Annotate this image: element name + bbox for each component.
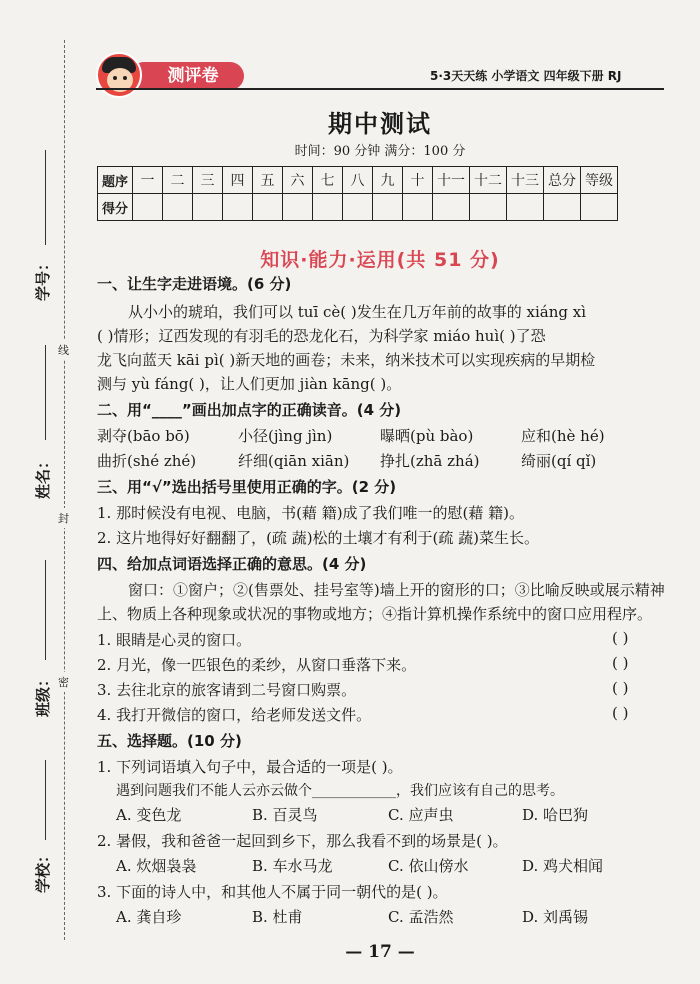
name-label: 姓名： [34,453,53,500]
score-cell: 总分 [544,167,581,194]
q4-item: 4. 我打开微信的窗口，给老师发送文件。 [97,706,372,724]
q2-item: 曝晒(pù bào) [380,427,474,445]
score-input-cell[interactable] [253,194,283,221]
score-input-cell[interactable] [133,194,163,221]
q4-item: 3. 去往北京的旅客请到二号窗口购票。 [97,681,357,699]
header-divider [96,88,664,90]
mascot-icon [96,52,142,98]
q5-option[interactable]: A. 龚自珍 [116,908,182,926]
q4-definition-1: 窗口：①窗户；②(售票处、挂号室等)墙上开的窗形的口；③比喻反映或展示精神 [128,581,665,599]
q5-option[interactable]: D. 哈巴狗 [522,806,589,824]
q1-line-3: 龙飞向蓝天 kāi pì( )新天地的画卷；未来，纳米技术可以实现疾病的早期检 [97,351,596,369]
answer-blank[interactable]: ( ) [612,654,629,672]
score-cell: 四 [223,167,253,194]
score-cell: 六 [283,167,313,194]
exam-meta: 时间：90 分钟 满分：100 分 [294,144,466,159]
q5-option[interactable]: C. 孟浩然 [388,908,454,926]
cut-line [64,40,65,940]
score-input-cell[interactable] [163,194,193,221]
score-input-cell[interactable] [343,194,373,221]
q2-item: 纤细(qiān xiān) [238,452,350,470]
test-badge-logo [96,52,248,98]
score-table-score-row [98,194,618,221]
q2-item: 剥夺(bāo bō) [97,427,190,445]
score-input-cell[interactable] [283,194,313,221]
score-cell: 题序 [98,167,133,194]
q2-item: 挣扎(zhā zhá) [380,452,480,470]
page-number: — 17 — [345,942,415,962]
q5-sentence: 遇到问题我们不能人云亦云做个____________，我们应该有自己的思考。 [116,783,564,799]
series-info: 5·3天天练 小学语文 四年级下册 RJ [430,69,622,83]
score-cell: 九 [373,167,403,194]
student-number-label: 学号： [34,255,53,302]
q5-option[interactable]: D. 刘禹锡 [522,908,589,926]
q5-stem: 2. 暑假，我和爸爸一起回到乡下，那么我看不到的场景是( )。 [97,832,508,850]
q1-line-2: ( )情形；辽西发现的有羽毛的恐龙化石，为科学家 miáo huì( )了恐 [97,327,546,345]
q5-title: 五、选择题。(10 分) [97,732,242,750]
q4-title: 四、给加点词语选择正确的意思。(4 分) [97,555,367,573]
q5-option[interactable]: C. 依山傍水 [388,857,469,875]
score-input-cell[interactable] [373,194,403,221]
q2-title: 二、用“____”画出加点字的正确读音。(4 分) [97,401,402,419]
class-label: 班级： [34,671,53,718]
score-row-label: 得分 [98,194,133,221]
q2-item: 曲折(shé zhé) [97,452,197,470]
score-input-cell[interactable] [544,194,581,221]
q2-item: 绮丽(qí qǐ) [521,452,597,470]
score-table [97,166,618,221]
score-input-cell[interactable] [433,194,470,221]
score-input-cell[interactable] [507,194,544,221]
q2-item: 应和(hè hé) [521,427,605,445]
score-cell: 十二 [470,167,507,194]
student-number-line [45,150,46,245]
score-cell: 七 [313,167,343,194]
score-cell: 十 [403,167,433,194]
score-cell: 等级 [581,167,618,194]
answer-blank[interactable]: ( ) [612,629,629,647]
q1-title: 一、让生字走进语境。(6 分) [97,275,292,293]
name-line [45,345,46,440]
q2-item: 小径(jìng jìn) [238,427,333,445]
score-cell: 五 [253,167,283,194]
score-table-header-row [98,167,618,194]
q5-option[interactable]: A. 炊烟袅袅 [116,857,197,875]
score-cell: 三 [193,167,223,194]
section-title: 知识·能力·运用(共 51 分) [260,249,500,271]
q4-item: 2. 月光，像一匹银色的柔纱，从窗口垂落下来。 [97,656,417,674]
score-input-cell[interactable] [313,194,343,221]
school-label: 学校： [34,847,53,894]
q5-stem: 3. 下面的诗人中，和其他人不属于同一朝代的是( )。 [97,883,448,901]
q1-line-4: 测与 yù fáng( )，让人们更加 jiàn kāng( )。 [97,375,402,393]
score-cell: 十三 [507,167,544,194]
q4-item: 1. 眼睛是心灵的窗口。 [97,631,252,649]
score-cell: 二 [163,167,193,194]
cut-label-xian: 线 [58,340,69,360]
answer-blank[interactable]: ( ) [612,679,629,697]
q5-option[interactable]: B. 杜甫 [252,908,303,926]
school-line [45,760,46,840]
q3-title: 三、用“√”选出括号里使用正确的字。(2 分) [97,478,397,496]
q4-definition-2: 上、物质上各种现象或状况的事物或地方；④指计算机操作系统中的窗口应用程序。 [97,605,653,623]
score-input-cell[interactable] [581,194,618,221]
class-line [45,560,46,660]
q3-item-2: 2. 这片地得好好翻翻了，(疏 蔬)松的土壤才有利于(疏 蔬)菜生长。 [97,529,540,547]
answer-blank[interactable]: ( ) [612,704,629,722]
q5-option[interactable]: C. 应声虫 [388,806,454,824]
score-input-cell[interactable] [223,194,253,221]
cut-label-mi: 密 [58,672,69,692]
score-cell: 一 [133,167,163,194]
q5-option[interactable]: B. 百灵鸟 [252,806,318,824]
exam-title: 期中测试 [328,109,432,138]
score-input-cell[interactable] [470,194,507,221]
score-input-cell[interactable] [403,194,433,221]
q5-stem: 1. 下列词语填入句子中，最合适的一项是( )。 [97,758,403,776]
q5-option[interactable]: A. 变色龙 [116,806,182,824]
q5-option[interactable]: D. 鸡犬相闻 [522,857,604,875]
q3-item-1: 1. 那时候没有电视、电脑，书(藉 籍)成了我们唯一的慰(藉 籍)。 [97,504,525,522]
score-cell: 十一 [433,167,470,194]
score-cell: 八 [343,167,373,194]
q1-line-1: 从小小的琥珀，我们可以 tuī cè( )发生在几万年前的故事的 xiáng xì [128,303,587,321]
score-input-cell[interactable] [193,194,223,221]
q5-option[interactable]: B. 车水马龙 [252,857,333,875]
cut-label-feng: 封 [58,508,69,528]
test-badge-label: 测评卷 [130,62,244,90]
